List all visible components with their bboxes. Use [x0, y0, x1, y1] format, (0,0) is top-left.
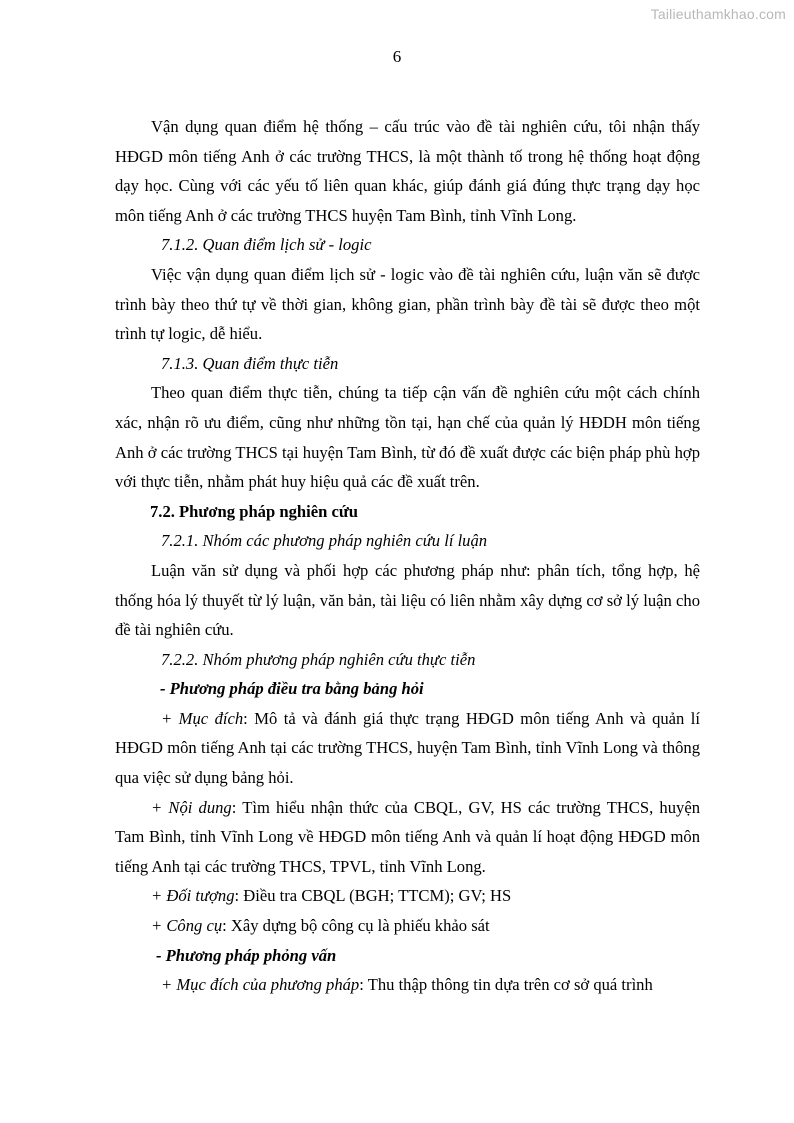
heading-7-1-3: 7.1.3. Quan điểm thực tiễn [161, 353, 339, 373]
paragraph-practical: Theo quan điểm thực tiễn, chúng ta tiếp cận vấn đề nghiên cứu một cách chính xác, nhận rõ ưu điểm, cũng như những tồn tại, hạn chế của quản lý HĐDH môn tiếng Anh ở các trường THCS tại huyện Tam Bình, từ đó đề xuất được các biện pháp phù hợp với thực tiễn, nhằm phát huy hiệu quả các đề xuất trên. [115, 383, 700, 492]
survey-purpose-text: : Mô tả và đánh giá thực trạng HĐGD môn tiếng Anh và quản lí HĐGD môn tiếng Anh tại các trường THCS, huyện Tam Bình, tỉnh Vĩnh Long và thông qua việc sử dụng bảng hỏi. [115, 708, 700, 788]
page-number: 6 [392, 47, 402, 66]
document-body [115, 112, 700, 1000]
survey-content [115, 793, 700, 882]
paragraph-history-logic: Việc vận dụng quan điểm lịch sử - logic vào đề tài nghiên cứu, luận văn sẽ được trình bày theo thứ tự về thời gian, không gian, phần trình bày đề tài sẽ được theo một trình tự logic, dễ hiểu. [115, 264, 700, 344]
paragraph-system-structure: Vận dụng quan điểm hệ thống – cấu trúc vào đề tài nghiên cứu, tôi nhận thấy HĐGD môn tiếng Anh ở các trường THCS, là một thành tố trong hệ thống hoạt động dạy học. Cùng với các yếu tố liên quan khác, giúp đánh giá đúng thực trạng dạy học môn tiếng Anh ở các trường THCS huyện Tam Bình, tỉnh Vĩnh Long. [115, 117, 700, 225]
survey-purpose-label: + Mục đích [161, 708, 244, 728]
survey-tool [115, 911, 700, 941]
interview-purpose [115, 970, 700, 1000]
survey-tool-label: + Công cụ [151, 916, 223, 936]
survey-content-text: : Tìm hiểu nhận thức của CBQL, GV, HS các trường THCS, huyện Tam Bình, tỉnh Vĩnh Long về HĐGD môn tiếng Anh và quản lí hoạt động HĐGD môn tiếng Anh tại các trường THCS, TPVL, tỉnh Vĩnh Long. [115, 797, 700, 876]
survey-content-label: + Nội dung [151, 797, 232, 817]
survey-subject [115, 881, 700, 911]
survey-purpose [115, 704, 700, 793]
heading-7-2: 7.2. Phương pháp nghiên cứu [150, 501, 359, 521]
watermark: Tailieuthamkhao.com [650, 6, 786, 22]
survey-subject-label: + Đối tượng [151, 886, 235, 906]
method-interview-title: - Phương pháp phỏng vấn [156, 945, 337, 965]
survey-subject-text: : Điều tra CBQL (BGH; TTCM); GV; HS [234, 886, 512, 906]
interview-purpose-label: + Mục đích của phương pháp [161, 975, 360, 995]
paragraph-theory-methods: Luận văn sử dụng và phối hợp các phương pháp như: phân tích, tổng hợp, hệ thống hóa lý thuyết từ lý luận, văn bản, tài liệu có liên nhằm xây dựng cơ sở lý luận cho đề tài nghiên cứu. [115, 560, 700, 640]
heading-7-2-1: 7.2.1. Nhóm các phương pháp nghiên cứu lí luận [161, 531, 488, 551]
heading-7-2-2: 7.2.2. Nhóm phương pháp nghiên cứu thực tiễn [161, 649, 476, 669]
interview-purpose-text: : Thu thập thông tin dựa trên cơ sở quá trình [359, 975, 653, 995]
survey-tool-text: : Xây dựng bộ công cụ là phiếu khảo sát [222, 916, 490, 936]
heading-7-1-2: 7.1.2. Quan điểm lịch sử - logic [161, 235, 372, 255]
method-survey-title: - Phương pháp điều tra bằng bảng hỏi [160, 679, 424, 699]
